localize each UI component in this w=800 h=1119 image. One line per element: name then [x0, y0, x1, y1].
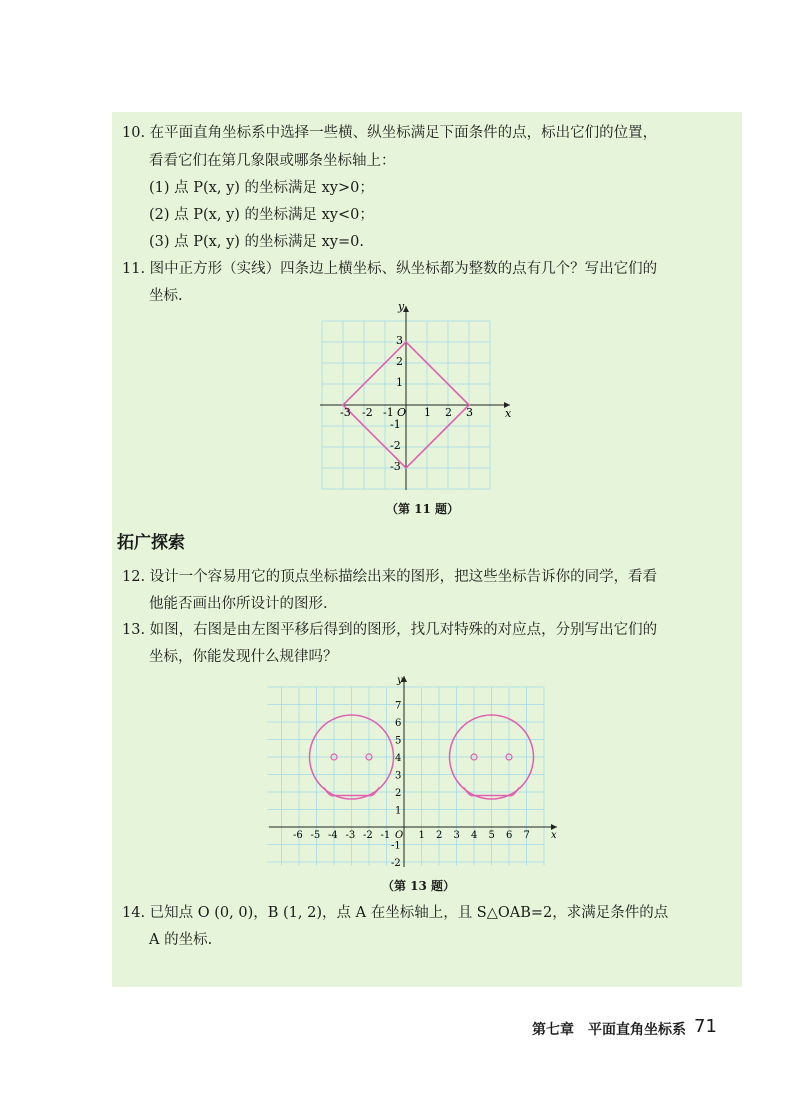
figure-13-xtick: 2 [436, 830, 443, 841]
figure-11 [310, 298, 520, 498]
figure-11-xtick: -2 [362, 406, 373, 419]
figure-13-ytick: 6 [395, 718, 402, 729]
q10-sub2: (2) 点 P(x, y) 的坐标满足 xy<0； [149, 207, 374, 223]
q14-line1: 14. 已知点 O (0, 0)，B (1, 2)，点 A 在坐标轴上，且 S△OAB=2，求满足条件的点 [122, 905, 669, 921]
figure-13-y-label: y [397, 675, 403, 686]
q10-line1: 10. 在平面直角坐标系中选择一些横、纵坐标满足下面条件的点，标出它们的位置， [122, 125, 658, 141]
figure-11-ytick: -2 [390, 439, 401, 452]
figure-11-xtick: 1 [424, 406, 431, 419]
section-title: 拓广探索 [117, 533, 185, 553]
figure-13-ytick: 3 [395, 770, 402, 782]
figure-13-xtick: -3 [345, 830, 356, 841]
figure-11-ytick: -3 [390, 460, 401, 473]
figure-13 [265, 672, 565, 872]
figure-11-origin: O [397, 406, 407, 419]
figure-13-origin: O [395, 830, 404, 841]
q14-line2: A 的坐标. [149, 932, 213, 948]
q12-line1: 12. 设计一个容易用它的顶点坐标描绘出来的图形，把这些坐标告诉你的同学，看看 [122, 569, 658, 585]
figure-13-xtick: -5 [310, 830, 321, 841]
chapter-footer: 第七章 平面直角坐标系 [532, 1022, 686, 1038]
figure-11-xtick: -3 [340, 406, 351, 419]
figure-13-caption: （第 13 题） [382, 879, 456, 893]
q10-sub3: (3) 点 P(x, y) 的坐标满足 xy=0. [149, 234, 364, 250]
figure-13-ytick: 1 [395, 805, 402, 817]
figure-13-xtick: 1 [418, 830, 425, 841]
figure-13-xtick: -2 [363, 830, 373, 841]
figure-13-ytick: 7 [395, 700, 402, 712]
figure-13-xtick: 3 [453, 830, 460, 841]
figure-11-xtick: 3 [466, 406, 473, 419]
figure-13-grid [268, 687, 545, 866]
q11-line2: 坐标. [149, 288, 183, 304]
figure-11-ytick: 3 [396, 334, 403, 347]
figure-13-ytick: 5 [395, 735, 402, 747]
figure-11-y-label: y [398, 300, 405, 313]
figure-13-x-label: x [551, 830, 557, 841]
figure-13-ytick: -1 [391, 840, 401, 852]
figure-11-ytick: 1 [396, 376, 403, 389]
figure-13-ytick: -2 [391, 858, 401, 869]
figure-13-ytick: 2 [395, 788, 402, 799]
figure-13-xtick: 4 [471, 830, 478, 841]
q13-line2: 坐标，你能发现什么规律吗？ [149, 649, 338, 665]
figure-11-caption: （第 11 题） [386, 502, 460, 516]
figure-13-xtick: -6 [293, 830, 303, 841]
q13-line1: 13. 如图，右图是由左图平移后得到的图形，找几对特殊的对应点，分别写出它们的 [122, 622, 658, 638]
q11-line1: 11. 图中正方形（实线）四条边上横坐标、纵坐标都为整数的点有几个？写出它们的 [122, 261, 658, 277]
figure-13-xtick: -4 [328, 830, 338, 841]
page-number: 71 [694, 1016, 717, 1037]
q12-line2: 他能否画出你所设计的图形. [149, 596, 328, 612]
figure-13-xtick: 5 [488, 830, 495, 841]
figure-13-ytick: 4 [395, 753, 402, 764]
figure-13-xtick: 6 [506, 830, 513, 841]
figure-13-xtick: -1 [380, 830, 391, 841]
figure-11-ytick: -1 [390, 418, 401, 431]
q10-sub1: (1) 点 P(x, y) 的坐标满足 xy>0； [149, 180, 374, 196]
figure-11-xtick: 2 [445, 406, 452, 419]
figure-11-x-label: x [505, 407, 512, 420]
figure-11-ytick: 2 [396, 355, 403, 368]
q10-line2: 看看它们在第几象限或哪条坐标轴上： [149, 153, 396, 169]
figure-11-xtick: -1 [383, 406, 394, 419]
figure-13-xtick: 7 [523, 830, 530, 841]
